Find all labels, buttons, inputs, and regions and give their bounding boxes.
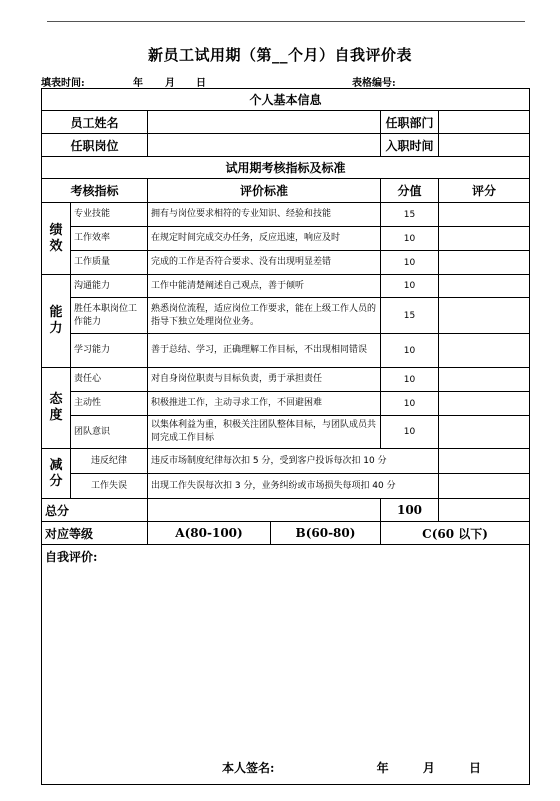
- deduction-standard: 违反市场制度纪律每次扣 5 分，受到客户投诉每次扣 10 分: [148, 449, 439, 474]
- item-standard: 在规定时间完成交办任务，反应迅速，响应及时: [148, 227, 381, 251]
- self-evaluation-box[interactable]: [42, 545, 530, 785]
- department-label: 任职部门: [381, 111, 439, 134]
- employee-name-label: 员工姓名: [42, 111, 148, 134]
- deduction-score-field[interactable]: [439, 449, 530, 474]
- sign-month: 月: [422, 761, 435, 775]
- sign-year: 年: [376, 761, 389, 775]
- start-date-field[interactable]: [439, 134, 530, 157]
- fill-day: 日: [196, 78, 206, 89]
- total-blank: [148, 499, 381, 522]
- col-indicator: 考核指标: [42, 179, 148, 203]
- item-points: 10: [381, 275, 439, 298]
- deduction-standard: 出现工作失误每次扣 3 分，业务纠纷或市场损失每项扣 40 分: [148, 474, 439, 499]
- item-name: 胜任本职岗位工作能力: [71, 298, 148, 334]
- department-field[interactable]: [439, 111, 530, 134]
- col-score-value: 分值: [381, 179, 439, 203]
- category-deduction: 减 分: [42, 449, 71, 499]
- item-name: 专业技能: [71, 203, 148, 227]
- evaluation-table: [41, 88, 530, 785]
- total-score-field[interactable]: [439, 499, 530, 522]
- item-points: 10: [381, 392, 439, 416]
- sign-day: 日: [469, 761, 482, 775]
- item-points: 15: [381, 203, 439, 227]
- category-ability: 能 力: [42, 275, 71, 368]
- grade-b: B(60-80): [271, 522, 381, 545]
- item-standard: 以集体利益为重，积极关注团队整体目标，与团队成员共同完成工作目标: [148, 416, 381, 449]
- signature-line: [222, 759, 511, 776]
- employee-name-field[interactable]: [148, 111, 381, 134]
- fill-year: 年: [133, 78, 143, 89]
- item-points: 10: [381, 227, 439, 251]
- item-points: 10: [381, 334, 439, 368]
- score-field[interactable]: [439, 416, 530, 449]
- section-basic-info: 个人基本信息: [42, 89, 530, 111]
- signature-label: 本人签名:: [222, 761, 275, 775]
- item-name: 主动性: [71, 392, 148, 416]
- item-standard: 完成的工作是否符合要求、没有出现明显差错: [148, 251, 381, 275]
- col-score: 评分: [439, 179, 530, 203]
- item-name: 工作效率: [71, 227, 148, 251]
- deduction-name: 工作失误: [71, 474, 148, 499]
- item-name: 工作质量: [71, 251, 148, 275]
- form-title: 新员工试用期（第__个月）自我评价表: [147, 46, 412, 64]
- score-field[interactable]: [439, 368, 530, 392]
- item-name: 团队意识: [71, 416, 148, 449]
- col-standard: 评价标准: [148, 179, 381, 203]
- fill-time-label: 填表时间:: [41, 78, 85, 89]
- position-label: 任职岗位: [42, 134, 148, 157]
- total-label: 总分: [42, 499, 148, 522]
- score-field[interactable]: [439, 227, 530, 251]
- header-rule: [47, 21, 525, 22]
- item-standard: 积极推进工作，主动寻求工作，不回避困难: [148, 392, 381, 416]
- item-points: 10: [381, 251, 439, 275]
- form-number-label: 表格编号:: [352, 78, 396, 89]
- item-standard: 拥有与岗位要求相符的专业知识、经验和技能: [148, 203, 381, 227]
- fill-month: 月: [165, 78, 175, 89]
- item-name: 学习能力: [71, 334, 148, 368]
- item-points: 10: [381, 416, 439, 449]
- category-performance: 绩 效: [42, 203, 71, 275]
- grade-a: A(80-100): [148, 522, 271, 545]
- item-name: 责任心: [71, 368, 148, 392]
- item-points: 10: [381, 368, 439, 392]
- category-attitude: 态 度: [42, 368, 71, 449]
- position-field[interactable]: [148, 134, 381, 157]
- score-field[interactable]: [439, 203, 530, 227]
- item-standard: 善于总结、学习，正确理解工作目标，不出现相同错误: [148, 334, 381, 368]
- score-field[interactable]: [439, 334, 530, 368]
- self-evaluation-label: 自我评价:: [45, 550, 98, 564]
- item-standard: 熟悉岗位流程，适应岗位工作要求，能在上级工作人员的指导下独立处理岗位业务。: [148, 298, 381, 334]
- deduction-name: 违反纪律: [71, 449, 148, 474]
- item-points: 15: [381, 298, 439, 334]
- section-criteria: 试用期考核指标及标准: [42, 157, 530, 179]
- start-date-label: 入职时间: [381, 134, 439, 157]
- grade-label: 对应等级: [42, 522, 148, 545]
- item-standard: 工作中能清楚阐述自己观点，善于倾听: [148, 275, 381, 298]
- grade-c: C(60 以下): [381, 522, 530, 545]
- deduction-score-field[interactable]: [439, 474, 530, 499]
- score-field[interactable]: [439, 275, 530, 298]
- item-standard: 对自身岗位职责与目标负责，勇于承担责任: [148, 368, 381, 392]
- score-field[interactable]: [439, 251, 530, 275]
- item-name: 沟通能力: [71, 275, 148, 298]
- score-field[interactable]: [439, 298, 530, 334]
- total-value: 100: [381, 499, 439, 522]
- score-field[interactable]: [439, 392, 530, 416]
